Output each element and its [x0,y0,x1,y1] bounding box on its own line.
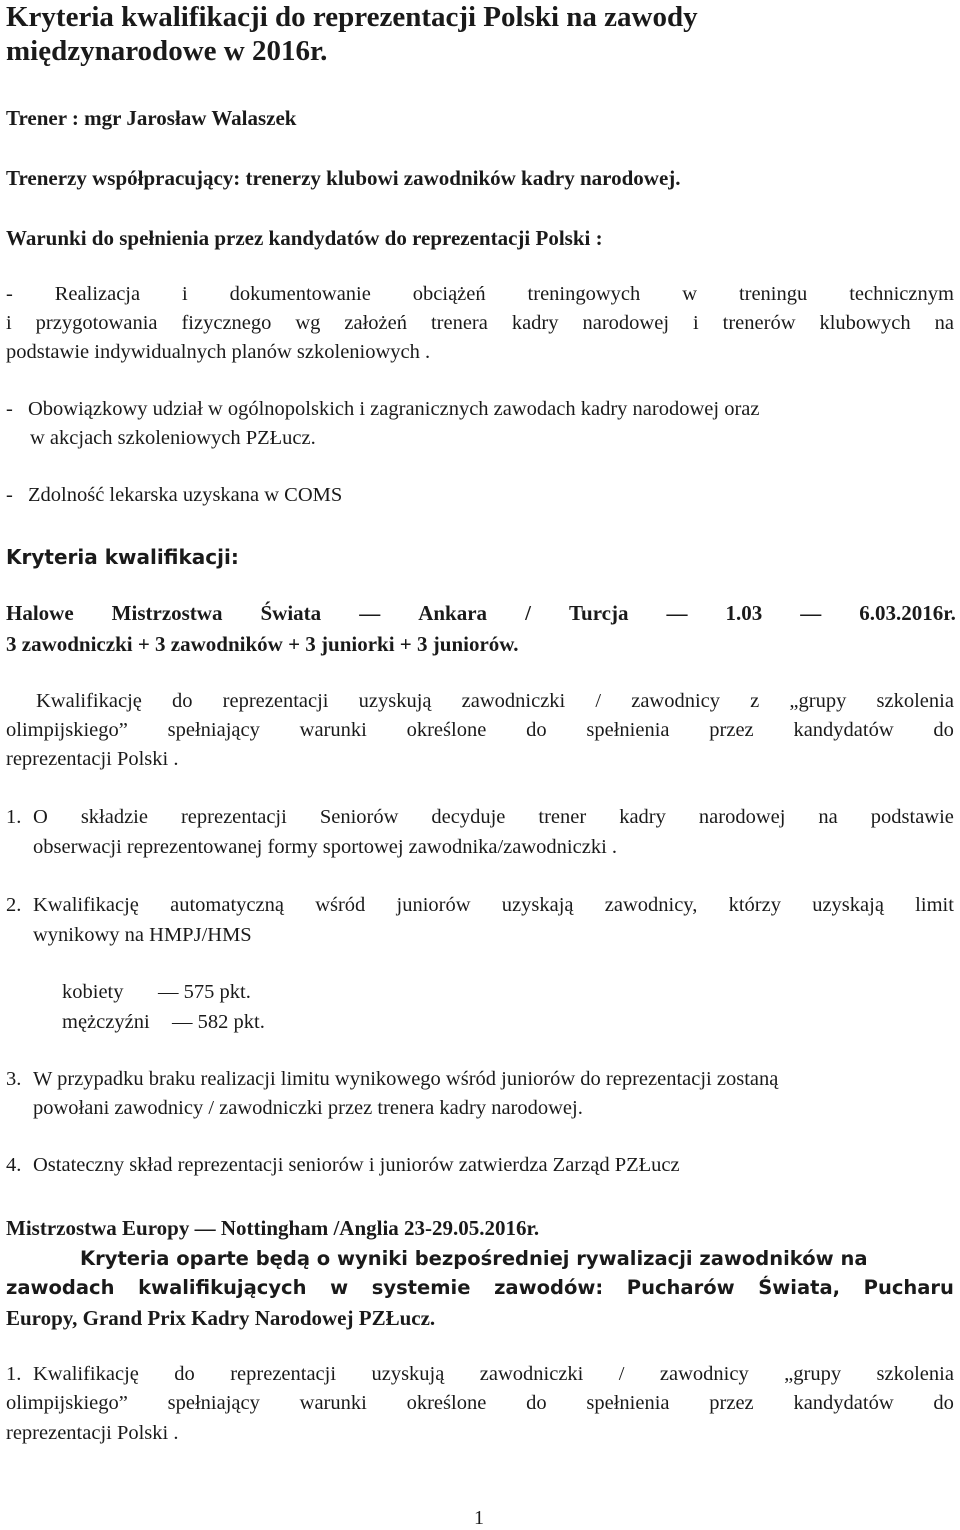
co-trainers-line: Trenerzy współpracujący: trenerzy klubowi zawodników kadry narodowej. [6,166,681,190]
word: przez [709,719,754,741]
word: Kwalifikację [33,1363,139,1385]
word: przez [709,1392,754,1414]
word: z [750,690,760,712]
word: uzyskają [501,894,574,916]
word: kadry [619,806,666,828]
word: obciążeń [412,283,486,305]
word: zawodnicy [631,690,721,712]
word: w [682,283,698,305]
word: kadry [511,312,559,334]
item-number: 1. [6,1363,22,1385]
word: spełnienia [586,1392,670,1414]
word: 1.03 [725,601,763,625]
word: przygotowania [35,312,158,334]
word: spełniający [167,1392,260,1414]
word: decyduje [431,806,506,828]
word: do [933,1392,954,1414]
word: Świata [260,601,322,625]
word: systemie [371,1276,471,1299]
word: technicznym [849,283,954,305]
condition-3 [6,484,342,507]
word: olimpijskiego” [6,719,128,741]
word: Kwalifikację [33,894,139,916]
word: Kwalifikację [36,690,142,712]
word: klubowych [819,312,911,334]
word: wśród [315,894,366,916]
event-2-line-2 [6,1276,954,1299]
page-number: 1 [474,1507,484,1529]
word: określone [406,1392,487,1414]
condition-1-line-2 [6,312,954,335]
word: automatyczną [170,894,284,916]
item-5-line-3: reprezentacji Polski . [6,1422,179,1444]
word: i [692,312,699,334]
word: / [618,1363,625,1385]
word: Mistrzostwa [111,601,223,625]
item-4-text: Ostateczny skład reprezentacji seniorów i juniorów zatwierdza Zarząd PZŁucz [33,1154,680,1176]
word: reprezentacji [230,1363,337,1385]
word: - [6,283,13,305]
condition-1-line-1 [6,283,954,306]
page-title-line-2: międzynarodowe w 2016r. [6,35,328,67]
word: Pucharów [626,1276,735,1299]
event-1-quota: 3 zawodniczki + 3 zawodników + 3 juniorki + 3 juniorów. [6,632,519,656]
word: reprezentacji [222,690,329,712]
word: O [33,806,48,828]
condition-2-line-1 [6,398,759,421]
word: którzy [728,894,781,916]
event-2-heading: Mistrzostwa Europy — Nottingham /Anglia 23-29.05.2016r. [6,1216,540,1240]
word: „grupy [784,1363,842,1385]
word: trenera [430,312,488,334]
limit-men-value: — 582 pkt. [172,1011,265,1033]
item-1-line-2: obserwacji reprezentowanej formy sportowej zawodnika/zawodniczki . [33,836,618,858]
word: uzyskują [371,1363,445,1385]
word: fizycznego [181,312,272,334]
item-2-words [33,894,954,917]
word: szkolenia [876,690,954,712]
item-1-words [33,806,954,829]
word: spełnienia [586,719,670,741]
word: treningu [738,283,808,305]
condition-2-text: Obowiązkowy udział w ogólnopolskich i zagranicznych zawodach kadry narodowej oraz [28,398,760,420]
word: Halowe [6,601,74,625]
word: Ankara [418,601,488,625]
limit-women [62,981,251,1004]
word: — [666,601,688,625]
word: / [525,601,531,625]
word: treningowych [527,283,641,305]
word: trenerów [722,312,796,334]
word: kandydatów [793,1392,894,1414]
word: spełniający [167,719,260,741]
page-title-line-1: Kryteria kwalifikacji do reprezentacji Polski na zawody [6,1,698,33]
word: narodowej [582,312,670,334]
word: do [526,719,547,741]
event-1-heading [6,601,956,626]
word: do [174,1363,195,1385]
word: limit [915,894,954,916]
word: szkolenia [876,1363,954,1385]
word: i [6,312,12,334]
item-1-line-1 [6,806,954,829]
event-2-line-1: Kryteria oparte będą o wyniki bezpośredniej rywalizacji zawodników na [80,1247,868,1270]
item-number: 4. [6,1154,22,1176]
word: „grupy [789,690,847,712]
condition-3-text: Zdolność lekarska uzyskana w COMS [28,484,343,506]
word: podstawie [870,806,954,828]
word: Seniorów [319,806,399,828]
item-3-line-2: powołani zawodnicy / zawodniczki przez trenera kadry narodowej. [33,1097,583,1119]
word: w [330,1276,349,1299]
dash: - [6,484,13,506]
word: Pucharu [863,1276,954,1299]
item-5-line-2 [6,1392,954,1415]
word: 6.03.2016r. [859,601,956,625]
item-2-line-2: wynikowy na HMPJ/HMS [33,924,252,946]
word: uzyskają [812,894,884,916]
qualify-line-2 [6,719,954,742]
word: kwalifikujących [138,1276,307,1299]
word: olimpijskiego” [6,1392,128,1414]
condition-1-line-3: podstawie indywidualnych planów szkoleniowych . [6,341,431,363]
qualify-line-3: reprezentacji Polski . [6,748,179,770]
word: uzyskują [358,690,432,712]
item-3-line-1 [6,1068,778,1091]
word: zawodnicy [659,1363,749,1385]
word: wg [295,312,321,334]
trainer-line: Trener : mgr Jarosław Walaszek [6,106,297,130]
word: składzie [80,806,148,828]
word: zawodniczki [461,690,566,712]
word: do [172,690,193,712]
word: i [182,283,188,305]
word: — [800,601,822,625]
item-5-words [33,1363,954,1386]
word: do [933,719,954,741]
word: zawodnicy, [604,894,698,916]
word: Realizacja [54,283,141,305]
conditions-heading: Warunki do spełnienia przez kandydatów do reprezentacji Polski : [6,226,603,250]
item-2-line-1 [6,894,954,917]
word: — [359,601,381,625]
condition-2-line-2: w akcjach szkoleniowych PZŁucz. [30,427,316,449]
criteria-heading: Kryteria kwalifikacji: [6,545,239,569]
item-3-text: W przypadku braku realizacji limitu wynikowego wśród juniorów do reprezentacji zostaną [33,1068,779,1090]
item-number: 1. [6,806,22,828]
word: warunki [299,1392,367,1414]
limit-men [62,1011,265,1034]
word: określone [406,719,487,741]
word: Turcja [568,601,629,625]
limit-women-label: kobiety [62,981,124,1003]
word: dokumentowanie [229,283,371,305]
word: kandydatów [793,719,894,741]
word: juniorów [396,894,471,916]
item-number: 3. [6,1068,22,1090]
word: zawodniczki [479,1363,584,1385]
word: reprezentacji [180,806,287,828]
word: warunki [299,719,367,741]
event-2-line-3: Europy, Grand Prix Kadry Narodowej PZŁucz. [6,1306,436,1330]
qualify-line-1 [36,690,954,713]
word: do [526,1392,547,1414]
item-5-line-1 [6,1363,954,1386]
word: trener [538,806,587,828]
word: zawodów: [494,1276,604,1299]
word: na [934,312,954,334]
item-4 [6,1154,680,1177]
word: / [595,690,602,712]
word: narodowej [698,806,786,828]
item-number: 2. [6,894,22,916]
word: na [818,806,838,828]
limit-women-value: — 575 pkt. [158,981,251,1003]
word: założeń [344,312,407,334]
limit-men-label: mężczyźni [62,1011,150,1033]
word: Świata, [758,1276,841,1299]
word: zawodach [6,1276,115,1299]
dash: - [6,398,13,420]
